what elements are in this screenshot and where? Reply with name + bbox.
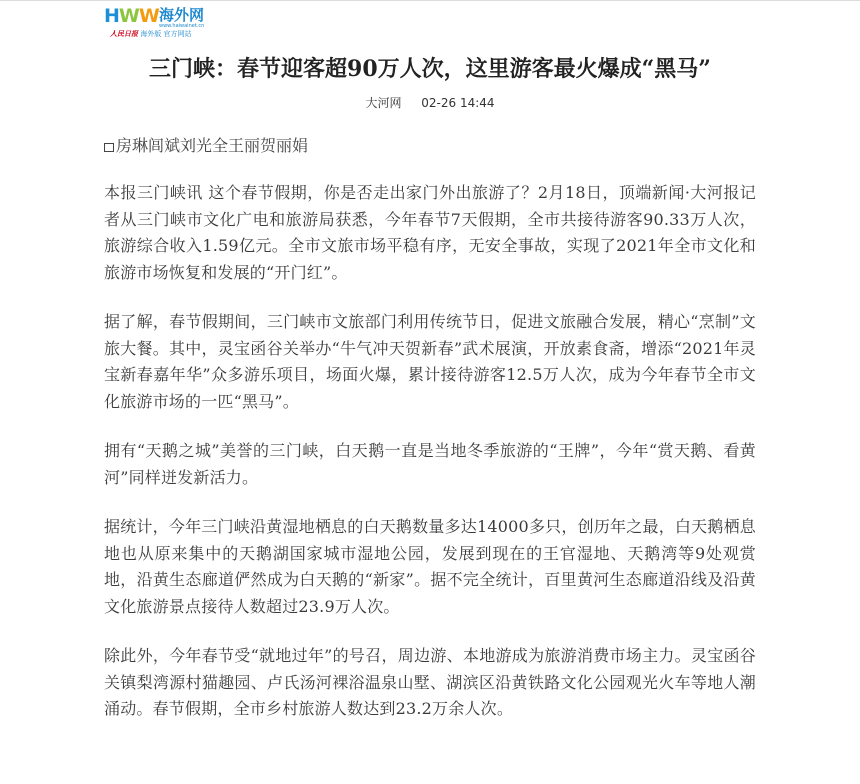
article-body	[104, 136, 756, 746]
logo-subtitle: 人民日报 海外版 官方网站	[110, 30, 192, 38]
article-paragraph: 除此外，今年春节受“就地过年”的号召，周边游、本地游成为旅游消费市场主力。灵宝函谷关镇梨湾源村猫趣园、卢氏汤河裸浴温泉山墅、湖滨区沿黄铁路文化公园观光火车等地人潮涌动。春节假期，全市乡村旅游人数达到23.2万余人次。	[104, 646, 756, 718]
logo-site-name: 海外网	[159, 6, 205, 24]
article-source: 大河网	[365, 96, 402, 110]
square-bullet-icon	[104, 143, 114, 152]
hww-logo-mark: HWW	[104, 5, 159, 27]
article-byline	[104, 136, 756, 156]
top-divider	[0, 0, 860, 1]
byline-authors: 房琳闾斌刘光全王丽贺丽娟	[116, 136, 309, 155]
article-title: 三门峡：春节迎客超90万人次，这里游客最火爆成“黑马”	[149, 56, 711, 82]
article-paragraph: 本报三门峡讯 这个春节假期，你是否走出家门外出旅游了？2月18日，顶端新闻·大河报记者从三门峡市文化广电和旅游局获悉，今年春节7天假期，全市共接待游客90.33万人次，旅游综合收入1.59亿元。全市文旅市场平稳有序，无安全事故，实现了2021年全市文化和旅游市场恢复和发展的“开门红”。	[104, 183, 756, 282]
article-meta	[100, 95, 760, 111]
article-paragraph: 据了解，春节假期间，三门峡市文旅部门利用传统节日，促进文旅融合发展，精心“烹制”文旅大餐。其中，灵宝函谷关举办“牛气冲天贺新春”武术展演，开放素食斋，增添“2021年灵宝新春嘉年华”众多游乐项目，场面火爆，累计接待游客12.5万人次，成为今年春节全市文化旅游市场的一匹“黑马”。	[104, 312, 756, 411]
article-datetime: 02-26 14:44	[421, 96, 495, 110]
article-paragraph: 据统计，今年三门峡沿黄湿地栖息的白天鹅数量多达14000多只，创历年之最，白天鹅栖息地也从原来集中的天鹅湖国家城市湿地公园，发展到现在的王官湿地、天鹅湾等9处观赏地，沿黄生态廊道俨然成为白天鹅的“新家”。据不完全统计，百里黄河生态廊道沿线及沿黄文化旅游景点接待人数超过23.9万人次。	[104, 517, 756, 616]
peoples-daily-mark: 人民日报	[110, 30, 138, 38]
site-logo[interactable]	[104, 6, 234, 40]
article-paragraph: 拥有“天鹅之城”美誉的三门峡，白天鹅一直是当地冬季旅游的“王牌”，今年“赏天鹅、看黄河”同样迸发新活力。	[104, 441, 756, 487]
logo-url-text: www.haiwainet.cn	[159, 23, 205, 29]
